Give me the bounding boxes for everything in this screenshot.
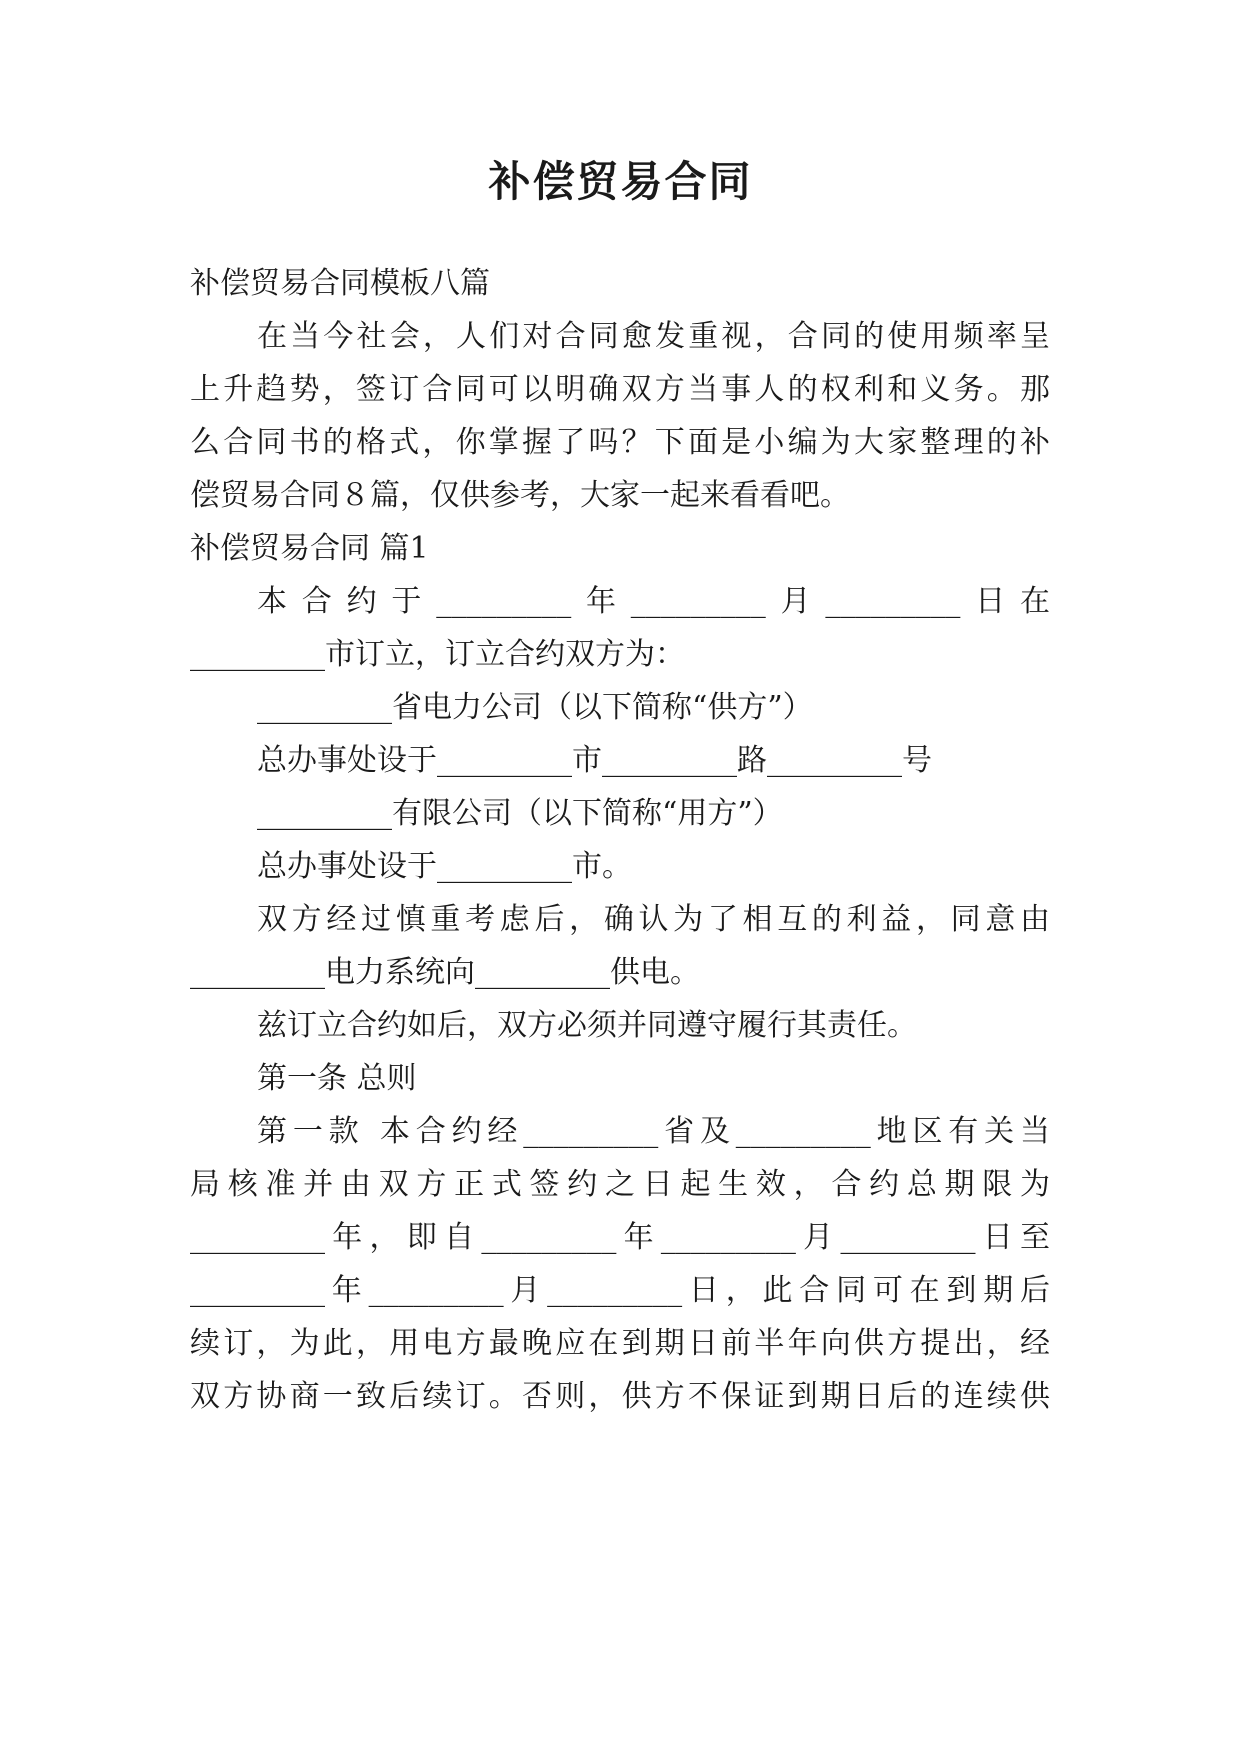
doc-line-article-heading: 第一条 总则: [257, 1061, 417, 1096]
doc-line-body-2: _________市订立，订立合约双方为：: [190, 637, 685, 672]
doc-line-body-7: 双方经过慎重考虑后，确认为了相互的利益，同意由: [257, 902, 1050, 937]
doc-line-subtitle: 补偿贸易合同模板八篇: [190, 266, 490, 301]
doc-line-intro-1: 在当今社会，人们对合同愈发重视，合同的使用频率呈: [257, 319, 1050, 354]
doc-line-body-3: _________省电力公司（以下简称“供方”）: [257, 690, 813, 725]
doc-line-body-9: 兹订立合约如后，双方必须并同遵守履行其责任。: [257, 1008, 917, 1043]
doc-line-body-1: 本合约于_________年_________月_________日在: [257, 584, 1050, 619]
doc-line-body-8: _________电力系统向_________供电。: [190, 955, 700, 990]
doc-line-section-heading: 补偿贸易合同 篇1: [190, 531, 429, 566]
doc-line-body-13: _________年_________月_________日，此合同可在到期后: [190, 1273, 1050, 1308]
doc-line-body-5: _________有限公司（以下简称“用方”）: [257, 796, 783, 831]
doc-line-body-4: 总办事处设于_________市_________路_________号: [257, 743, 932, 778]
doc-line-intro-2: 上升趋势，签订合同可以明确双方当事人的权利和义务。那: [190, 372, 1050, 407]
doc-line-body-10: 第一款 本合约经_________省及_________地区有关当: [257, 1114, 1050, 1149]
doc-line-intro-4: 偿贸易合同８篇，仅供参考，大家一起来看看吧。: [190, 478, 850, 513]
doc-line-body-12: _________年，即自_________年_________月_________日至: [190, 1220, 1050, 1255]
doc-line-intro-3: 么合同书的格式，你掌握了吗？下面是小编为大家整理的补: [190, 425, 1050, 460]
doc-line-body-14: 续订，为此，用电方最晚应在到期日前半年向供方提出，经: [190, 1326, 1050, 1361]
document-title: 补偿贸易合同: [488, 157, 753, 206]
doc-line-body-15: 双方协商一致后续订。否则，供方不保证到期日后的连续供: [190, 1379, 1050, 1414]
doc-line-body-6: 总办事处设于_________市。: [257, 849, 632, 884]
doc-line-body-11: 局核准并由双方正式签约之日起生效，合约总期限为: [190, 1167, 1050, 1202]
